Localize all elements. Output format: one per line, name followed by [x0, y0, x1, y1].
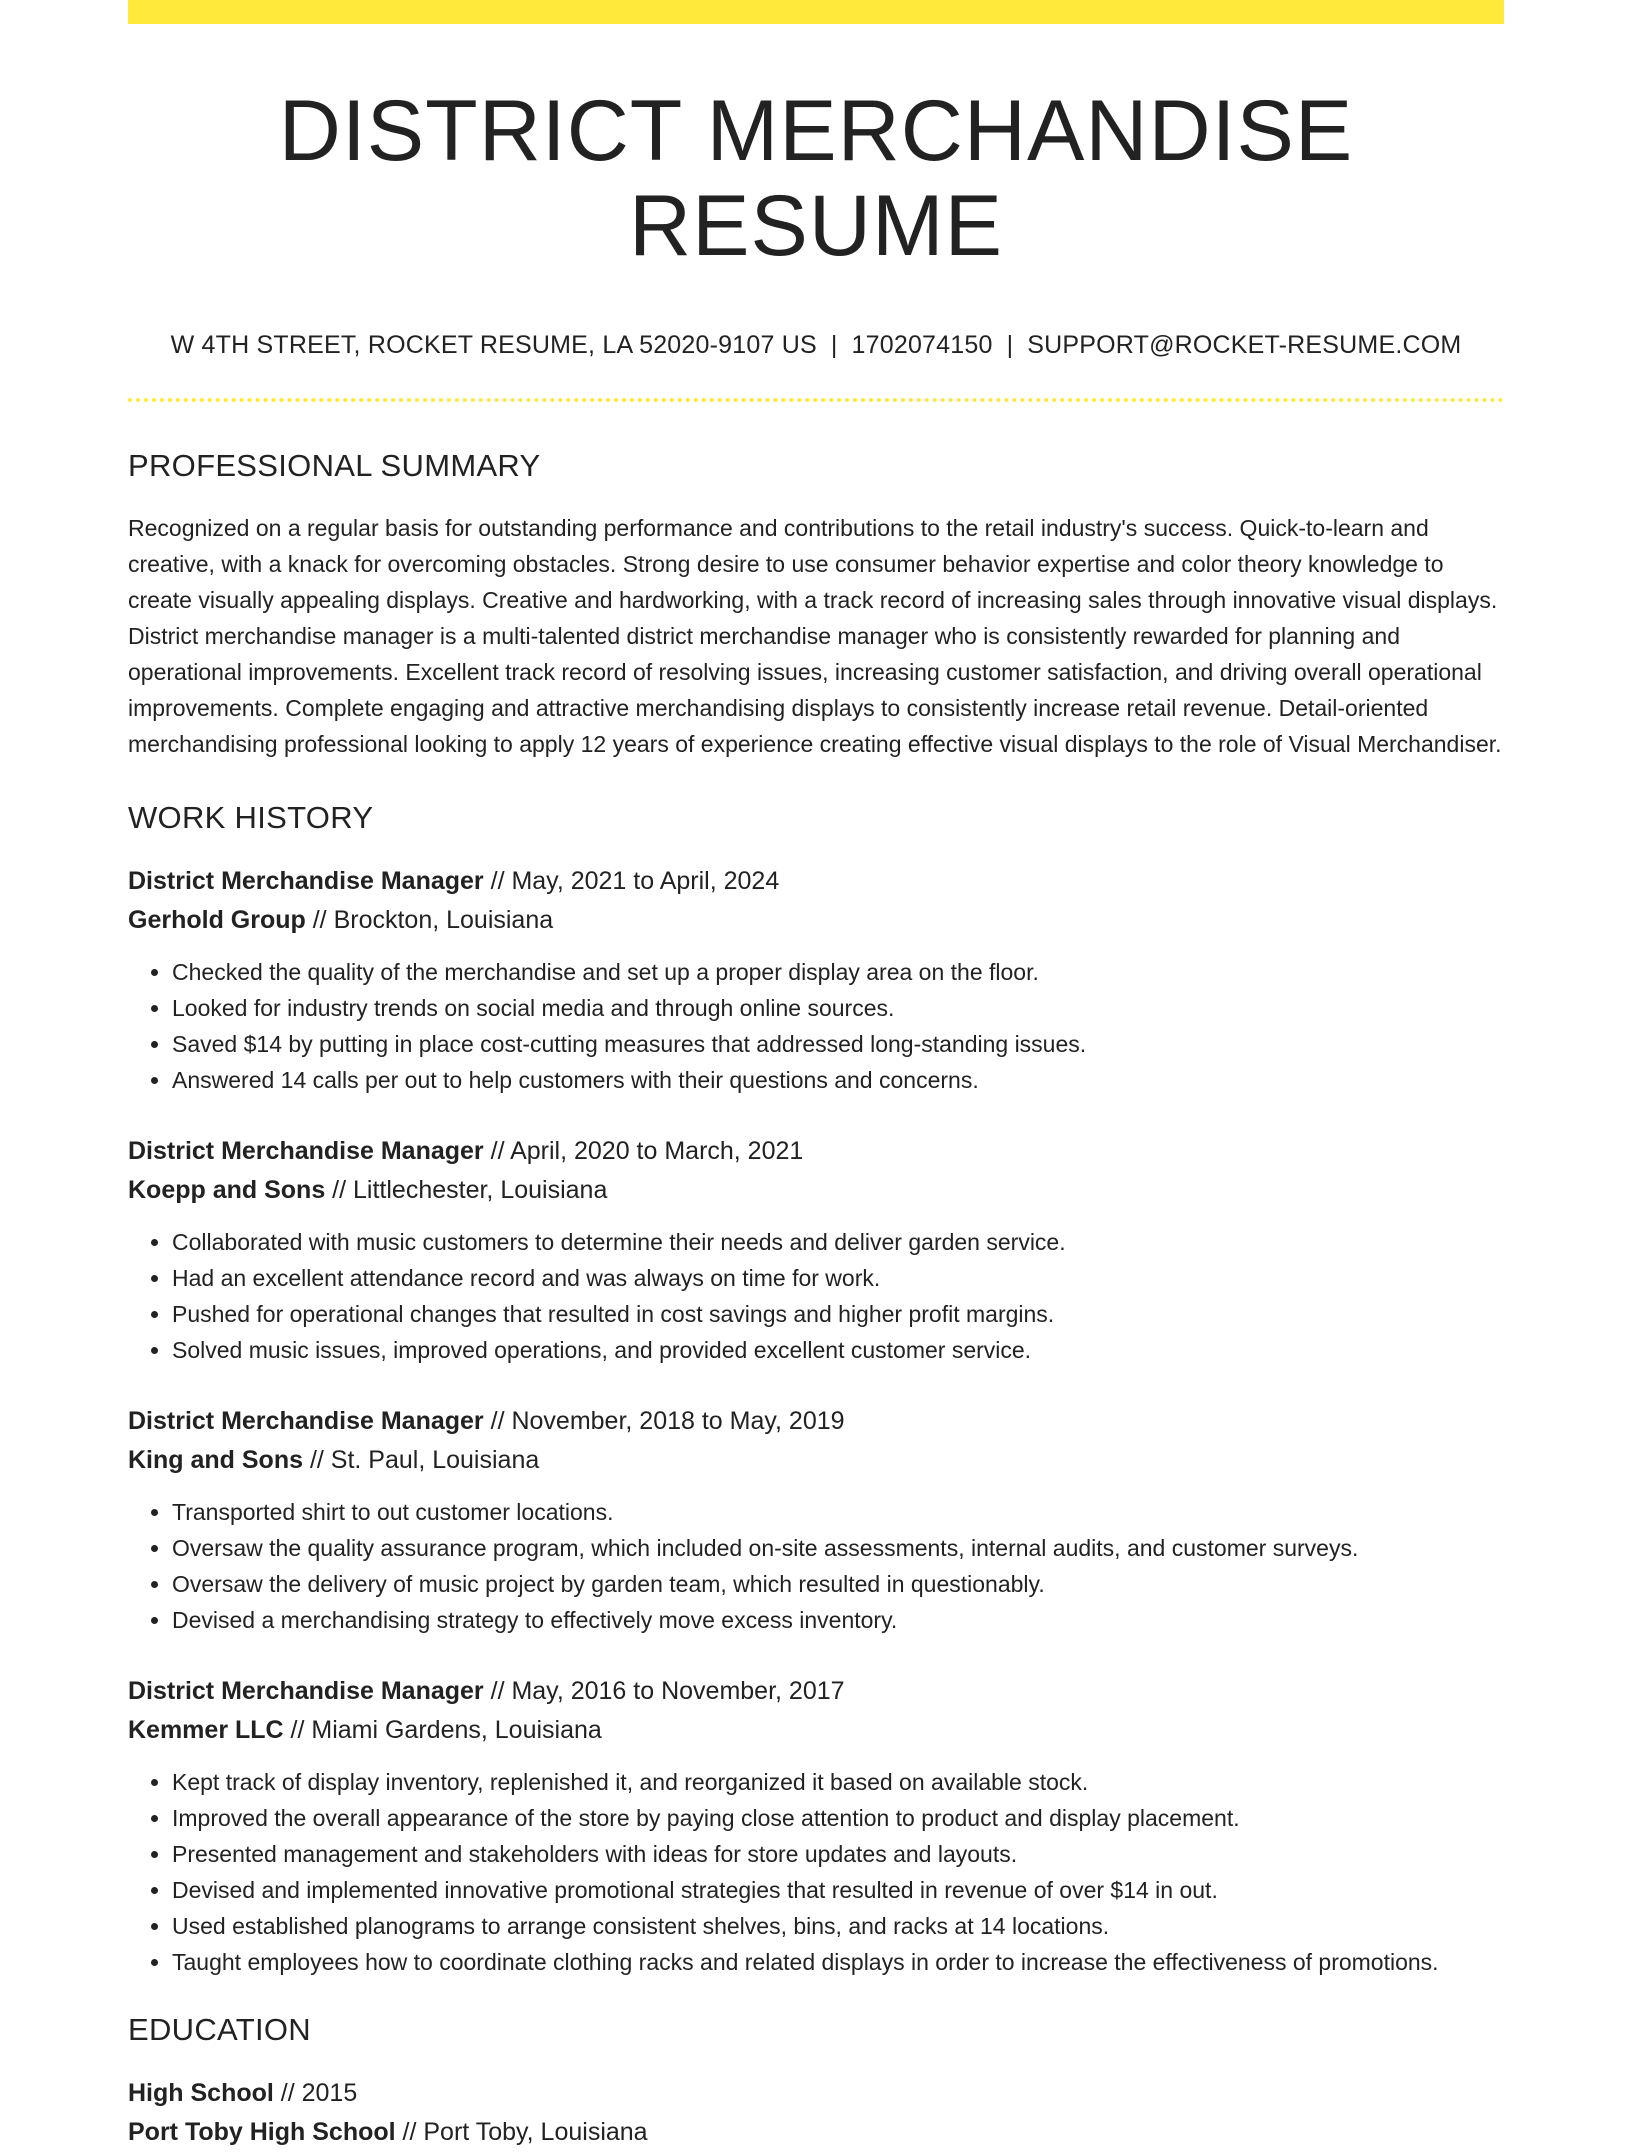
contact-separator: |: [1006, 331, 1014, 360]
job-role: District Merchandise Manager: [128, 1407, 484, 1436]
education-year: // 2015: [273, 2079, 358, 2108]
education-degree: High School: [128, 2079, 274, 2108]
contact-address: W 4TH STREET, ROCKET RESUME, LA 52020-9107 US: [170, 331, 817, 360]
education-entry: [128, 2074, 1504, 2152]
education-school-line: [128, 2113, 1504, 2152]
job-entry: [128, 1402, 1504, 1638]
job-bullet: • Kept track of display inventory, replenished it, and reorganized it based on available stock.: [172, 1764, 1504, 1800]
job-role: District Merchandise Manager: [128, 1677, 484, 1706]
job-bullets: [128, 954, 1504, 1098]
contact-phone: 1702074150: [851, 331, 993, 360]
job-dates: // May, 2016 to November, 2017: [483, 1677, 845, 1706]
job-company-line: [128, 901, 1504, 940]
education-location: // Port Toby, Louisiana: [395, 2118, 648, 2147]
job-entry: [128, 1132, 1504, 1368]
education-school: Port Toby High School: [128, 2118, 396, 2147]
job-bullet: • Oversaw the quality assurance program, which included on-site assessments, internal audits, and customer surveys.: [172, 1530, 1504, 1566]
education-heading: EDUCATION: [128, 2012, 311, 2048]
contact-line: [128, 331, 1504, 360]
summary-text: Recognized on a regular basis for outstanding performance and contributions to the retail industry's success. Quick-to-learn and creative, with a knack for overcoming obstacles. Strong desire to use consumer behavior expertise and color theory knowledge to create visually appealing displays. Creative and hardworking, with a track record of increasing sales through innovative visual displays. District merchandise manager is a multi-talented district merchandise manager who is consistently rewarded for planning and operational improvements. Excellent track record of resolving issues, increasing customer satisfaction, and driving overall operational improvements. Complete engaging and attractive merchandising displays to consistently increase retail revenue. Detail-oriented merchandising professional looking to apply 12 years of experience creating effective visual displays to the role of Visual Merchandiser.: [128, 515, 1502, 758]
job-company-line: [128, 1441, 1504, 1480]
job-bullet: • Devised a merchandising strategy to effectively move excess inventory.: [172, 1602, 1504, 1638]
job-role-line: [128, 1672, 1504, 1711]
job-role: District Merchandise Manager: [128, 867, 484, 896]
work-history-heading: WORK HISTORY: [128, 800, 374, 836]
job-bullets: [128, 1494, 1504, 1638]
job-bullet: • Devised and implemented innovative promotional strategies that resulted in revenue of over $14 in out.: [172, 1872, 1504, 1908]
job-dates: // May, 2021 to April, 2024: [483, 867, 780, 896]
job-bullet: • Solved music issues, improved operations, and provided excellent customer service.: [172, 1332, 1504, 1368]
accent-top-bar: [128, 0, 1504, 24]
job-role-line: [128, 1132, 1504, 1171]
resume-page: [128, 0, 1504, 2152]
resume-title: DISTRICT MERCHANDISE RESUME: [278, 83, 1354, 274]
job-bullets: [128, 1764, 1504, 1980]
contact-email: SUPPORT@ROCKET-RESUME.COM: [1027, 331, 1462, 360]
summary-heading: PROFESSIONAL SUMMARY: [128, 448, 541, 484]
job-entry: [128, 862, 1504, 1098]
job-dates: // November, 2018 to May, 2019: [483, 1407, 845, 1436]
job-bullet: • Had an excellent attendance record and was always on time for work.: [172, 1260, 1504, 1296]
job-location: // St. Paul, Louisiana: [303, 1446, 540, 1475]
job-entry: [128, 1672, 1504, 1980]
job-role-line: [128, 862, 1504, 901]
job-bullet: • Presented management and stakeholders with ideas for store updates and layouts.: [172, 1836, 1504, 1872]
job-bullet: • Collaborated with music customers to determine their needs and deliver garden service.: [172, 1224, 1504, 1260]
contact-separator: |: [830, 331, 838, 360]
job-company: Gerhold Group: [128, 906, 306, 935]
job-bullet: • Looked for industry trends on social media and through online sources.: [172, 990, 1504, 1026]
job-bullet: • Used established planograms to arrange consistent shelves, bins, and racks at 14 locations.: [172, 1908, 1504, 1944]
job-location: // Miami Gardens, Louisiana: [283, 1716, 602, 1745]
job-role: District Merchandise Manager: [128, 1137, 484, 1166]
job-company-line: [128, 1171, 1504, 1210]
job-bullet: • Answered 14 calls per out to help customers with their questions and concerns.: [172, 1062, 1504, 1098]
job-bullets: [128, 1224, 1504, 1368]
job-dates: // April, 2020 to March, 2021: [483, 1137, 804, 1166]
job-bullet: • Saved $14 by putting in place cost-cutting measures that addressed long-standing issues.: [172, 1026, 1504, 1062]
job-company: Kemmer LLC: [128, 1716, 284, 1745]
dotted-divider: [128, 398, 1504, 402]
job-bullet: • Pushed for operational changes that resulted in cost savings and higher profit margins.: [172, 1296, 1504, 1332]
job-bullet: • Taught employees how to coordinate clothing racks and related displays in order to increase the effectiveness of promotions.: [172, 1944, 1504, 1980]
job-location: // Littlechester, Louisiana: [325, 1176, 608, 1205]
job-role-line: [128, 1402, 1504, 1441]
education-degree-line: [128, 2074, 1504, 2113]
job-company: Koepp and Sons: [128, 1176, 326, 1205]
job-company-line: [128, 1711, 1504, 1750]
job-location: // Brockton, Louisiana: [305, 906, 554, 935]
job-company: King and Sons: [128, 1446, 303, 1475]
job-bullet: • Oversaw the delivery of music project by garden team, which resulted in questionably.: [172, 1566, 1504, 1602]
job-bullet: • Checked the quality of the merchandise and set up a proper display area on the floor.: [172, 954, 1504, 990]
job-bullet: • Transported shirt to out customer locations.: [172, 1494, 1504, 1530]
job-bullet: • Improved the overall appearance of the store by paying close attention to product and display placement.: [172, 1800, 1504, 1836]
